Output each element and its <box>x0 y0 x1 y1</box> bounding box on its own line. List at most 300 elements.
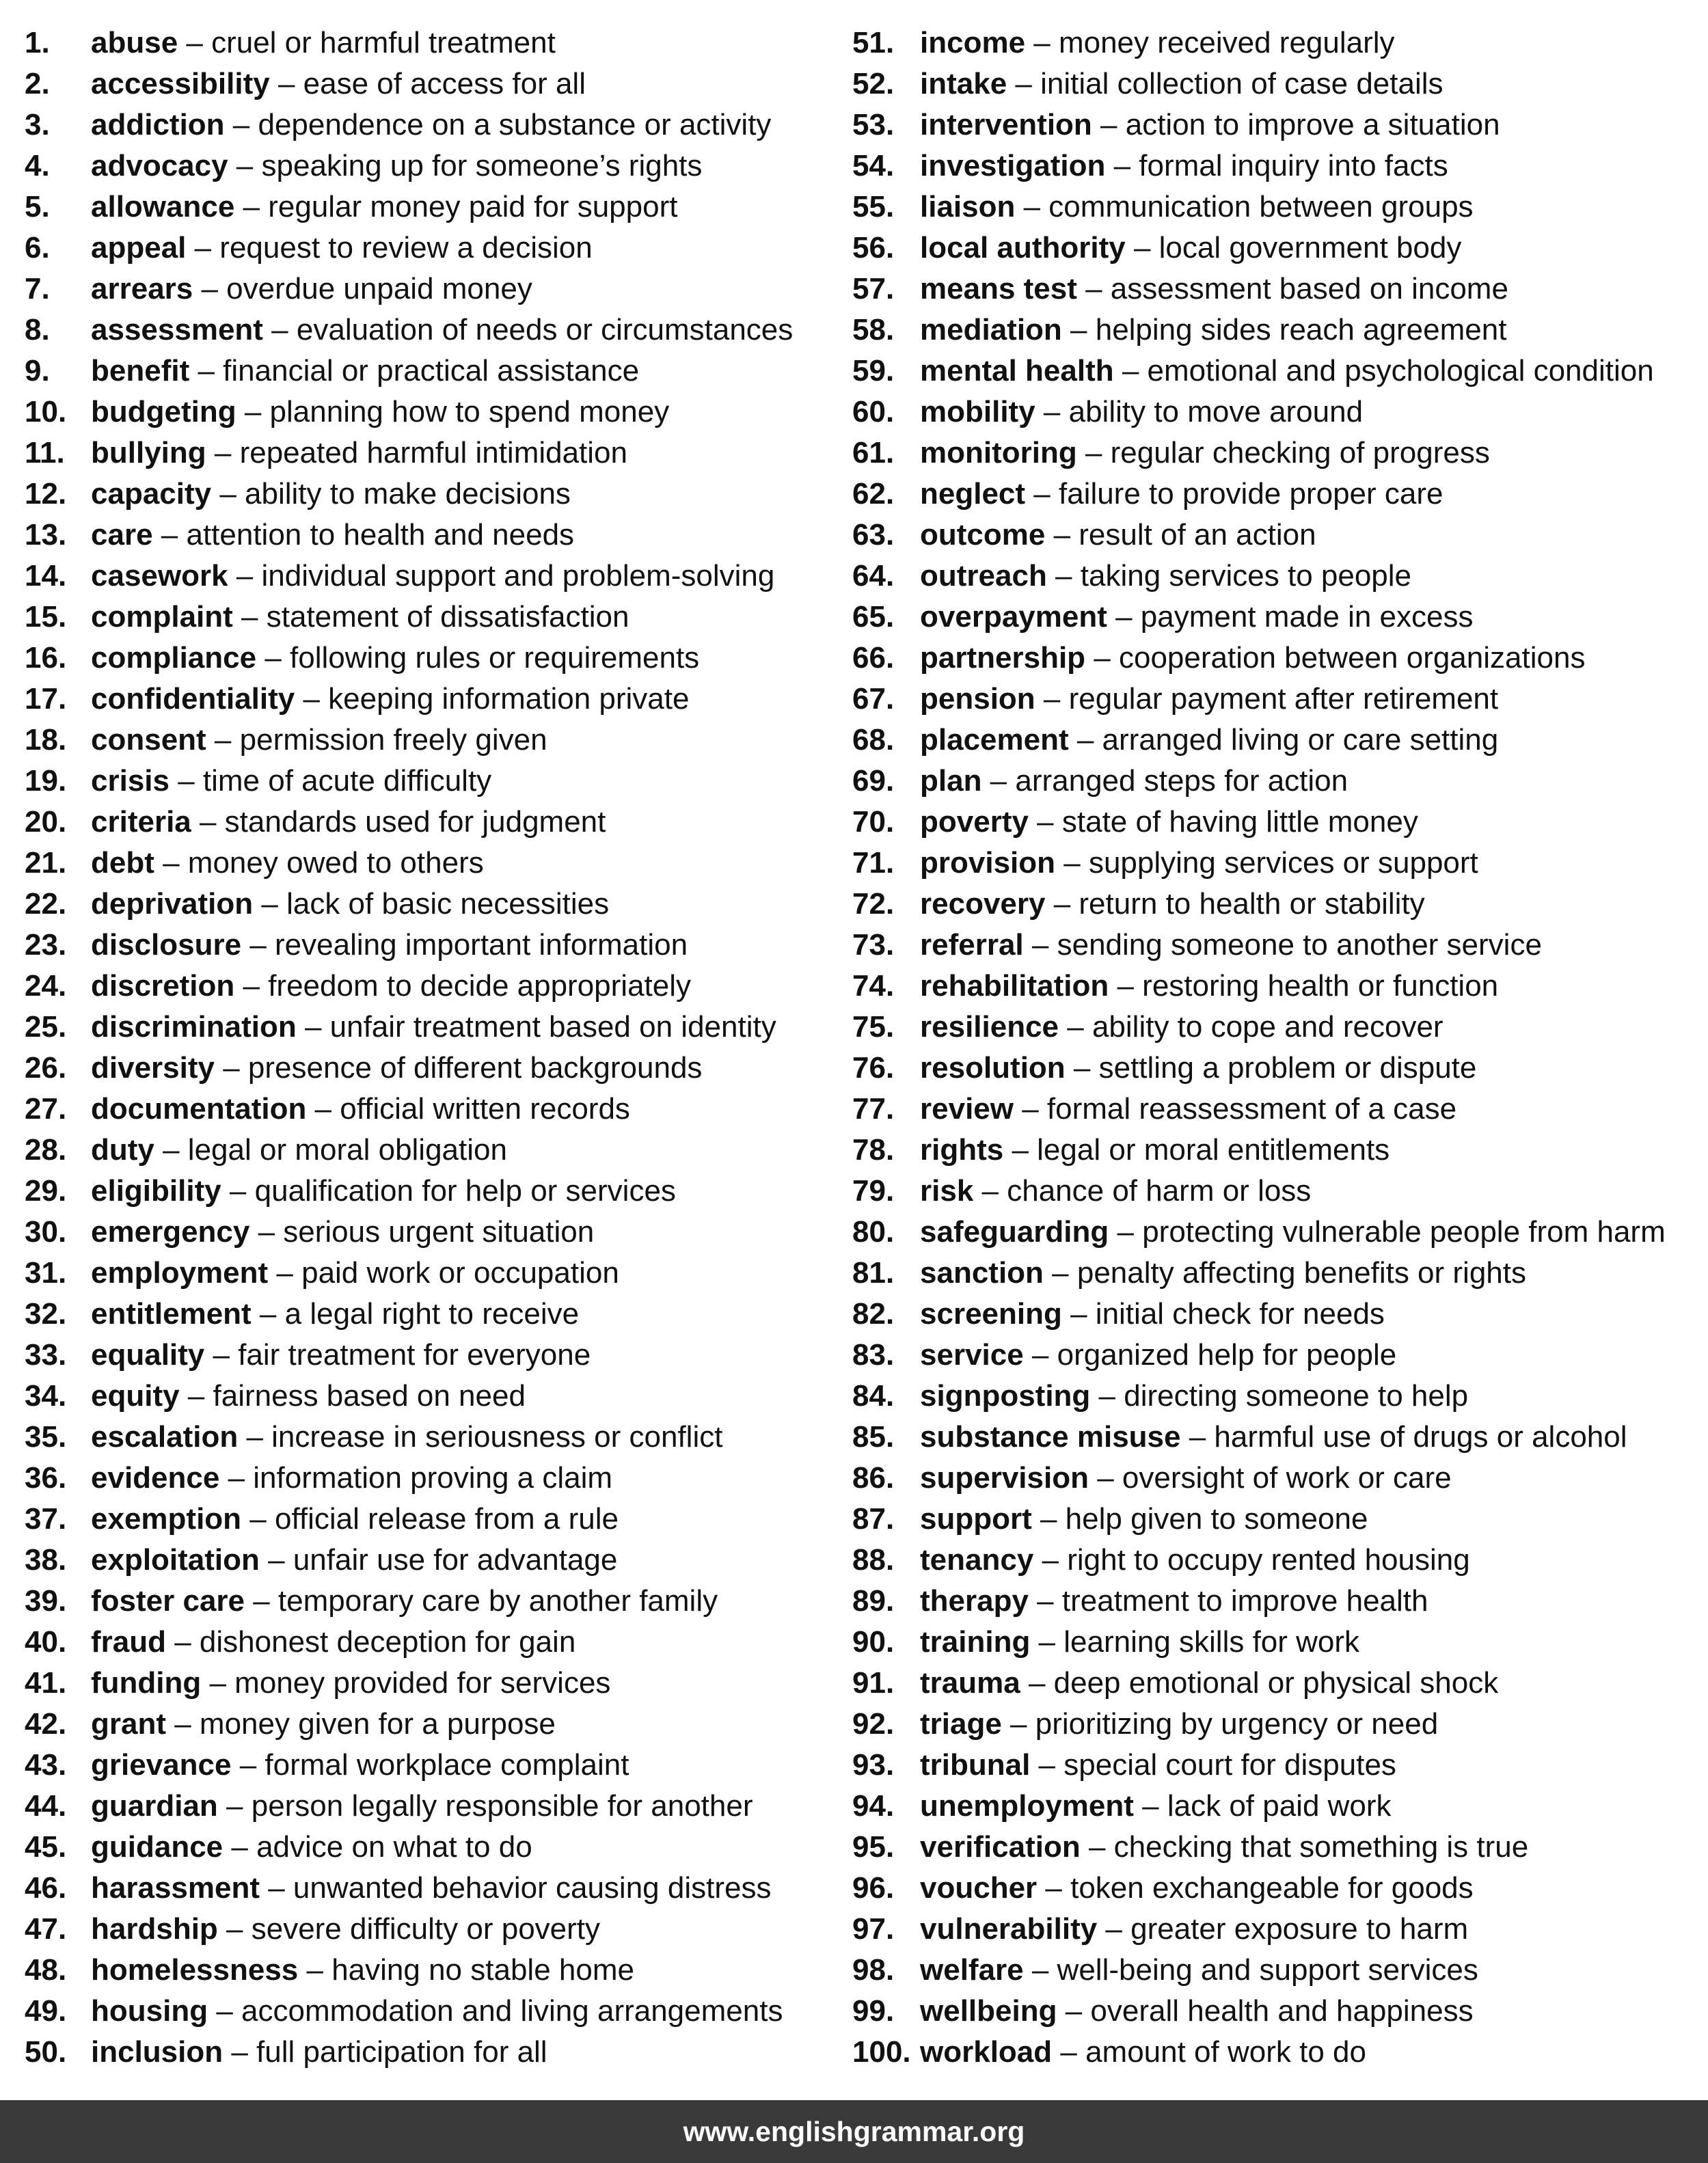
item-number: 37. <box>25 1502 67 1536</box>
item-term: housing <box>91 1994 208 2028</box>
item-number: 15. <box>25 600 67 634</box>
item-definition: – qualification for help or services <box>221 1174 676 1208</box>
item-definition: – time of acute difficulty <box>169 764 492 798</box>
item-number: 100. <box>852 2035 911 2069</box>
item-term: rights <box>920 1133 1004 1167</box>
item-number: 53. <box>852 108 895 141</box>
list-item <box>852 843 1693 884</box>
item-definition: – help given to someone <box>1031 1502 1368 1536</box>
item-definition: – protecting vulnerable people from harm <box>1109 1215 1666 1249</box>
list-item <box>25 1130 824 1171</box>
list-item <box>852 556 1693 597</box>
list-item <box>852 1950 1693 1991</box>
item-number: 98. <box>852 1953 895 1987</box>
item-definition: – dishonest deception for gain <box>166 1625 576 1659</box>
item-number: 71. <box>852 846 895 880</box>
item-term: income <box>920 26 1026 59</box>
item-term: discrimination <box>91 1010 297 1044</box>
item-term: overpayment <box>920 600 1107 634</box>
item-definition: – evaluation of needs or circumstances <box>262 313 794 346</box>
item-number: 54. <box>852 149 895 182</box>
list-item <box>25 1868 824 1909</box>
item-number: 48. <box>25 1953 67 1987</box>
item-term: compliance <box>91 641 257 675</box>
item-number: 92. <box>852 1707 895 1741</box>
item-definition: – lack of paid work <box>1133 1789 1392 1823</box>
item-term: documentation <box>91 1092 307 1126</box>
item-number: 4. <box>25 149 50 182</box>
item-number: 21. <box>25 846 67 880</box>
item-definition: – result of an action <box>1045 518 1316 552</box>
item-term: confidentiality <box>91 682 295 716</box>
item-definition: – special court for disputes <box>1030 1748 1396 1782</box>
item-term: resolution <box>920 1051 1066 1085</box>
item-number: 31. <box>25 1256 67 1290</box>
item-definition: – regular money paid for support <box>234 190 678 223</box>
list-item <box>852 1294 1693 1335</box>
item-definition: – paid work or occupation <box>268 1256 619 1290</box>
item-term: casework <box>91 559 228 593</box>
item-number: 77. <box>852 1092 895 1126</box>
item-number: 73. <box>852 928 895 962</box>
item-definition: – official release from a rule <box>241 1502 619 1536</box>
item-term: rehabilitation <box>920 969 1109 1003</box>
item-definition: – revealing important information <box>241 928 688 962</box>
item-definition: – request to review a decision <box>186 231 593 264</box>
item-definition: – legal or moral obligation <box>154 1133 507 1167</box>
item-number: 57. <box>852 272 895 305</box>
item-number: 27. <box>25 1092 67 1126</box>
list-item <box>25 1212 824 1253</box>
list-item <box>852 802 1693 843</box>
item-term: neglect <box>920 477 1026 511</box>
item-number: 25. <box>25 1010 67 1044</box>
list-item <box>25 1991 824 2032</box>
item-term: discretion <box>91 969 235 1003</box>
item-definition: – attention to health and needs <box>152 518 575 552</box>
item-number: 78. <box>852 1133 895 1167</box>
list-item <box>852 2032 1693 2073</box>
item-definition: – helping sides reach agreement <box>1061 313 1507 346</box>
list-item <box>25 1540 824 1581</box>
item-number: 19. <box>25 764 67 798</box>
item-term: diversity <box>91 1051 215 1085</box>
item-number: 88. <box>852 1543 895 1577</box>
list-item <box>25 433 824 474</box>
item-term: equality <box>91 1338 205 1372</box>
list-item <box>25 1294 824 1335</box>
list-item <box>25 228 824 269</box>
item-definition: – overall health and happiness <box>1057 1994 1474 2028</box>
item-term: criteria <box>91 805 191 839</box>
list-item <box>852 1171 1693 1212</box>
item-number: 68. <box>852 723 895 757</box>
item-definition: – serious urgent situation <box>249 1215 595 1249</box>
list-item <box>25 1253 824 1294</box>
item-term: hardship <box>91 1912 218 1946</box>
item-number: 97. <box>852 1912 895 1946</box>
list-item <box>852 1089 1693 1130</box>
item-definition: – keeping information private <box>295 682 690 716</box>
item-definition: – deep emotional or physical shock <box>1020 1666 1499 1700</box>
item-definition: – learning skills for work <box>1030 1625 1360 1659</box>
item-number: 91. <box>852 1666 895 1700</box>
item-number: 24. <box>25 969 67 1003</box>
item-number: 10. <box>25 395 67 428</box>
item-definition: – official written records <box>306 1092 630 1126</box>
item-term: tribunal <box>920 1748 1031 1782</box>
item-definition: – ability to cope and recover <box>1059 1010 1443 1044</box>
item-definition: – supplying services or support <box>1055 846 1478 880</box>
item-number: 50. <box>25 2035 67 2069</box>
item-number: 35. <box>25 1420 67 1454</box>
list-item <box>852 1048 1693 1089</box>
item-number: 33. <box>25 1338 67 1372</box>
list-item <box>25 884 824 925</box>
item-definition: – arranged living or care setting <box>1068 723 1499 757</box>
item-number: 60. <box>852 395 895 428</box>
item-number: 86. <box>852 1461 895 1495</box>
item-definition: – local government body <box>1125 231 1462 264</box>
list-item <box>25 1417 824 1458</box>
list-item <box>852 1868 1693 1909</box>
item-definition: – money owed to others <box>154 846 484 880</box>
list-item <box>25 761 824 802</box>
list-item <box>852 1581 1693 1622</box>
item-definition: – action to improve a situation <box>1092 108 1500 141</box>
item-term: supervision <box>920 1461 1089 1495</box>
item-definition: – cooperation between organizations <box>1085 641 1586 675</box>
item-term: consent <box>91 723 206 757</box>
item-term: guardian <box>91 1789 218 1823</box>
item-term: exemption <box>91 1502 242 1536</box>
item-term: risk <box>920 1174 974 1208</box>
item-definition: – prioritizing by urgency or need <box>1001 1707 1439 1741</box>
item-number: 67. <box>852 682 895 716</box>
item-term: capacity <box>91 477 212 511</box>
item-number: 62. <box>852 477 895 511</box>
list-item <box>852 720 1693 761</box>
item-definition: – ability to make decisions <box>211 477 571 511</box>
item-definition: – return to health or stability <box>1045 887 1425 921</box>
list-item <box>852 269 1693 310</box>
list-item <box>25 269 824 310</box>
item-definition: – cruel or harmful treatment <box>178 26 556 59</box>
footer-bar <box>0 2100 1708 2163</box>
item-definition: – money provided for services <box>201 1666 611 1700</box>
item-definition: – directing someone to help <box>1090 1379 1469 1413</box>
list-item <box>25 1581 824 1622</box>
item-number: 39. <box>25 1584 67 1618</box>
item-definition: – fair treatment for everyone <box>204 1338 591 1372</box>
list-item <box>25 1458 824 1499</box>
item-term: provision <box>920 846 1056 880</box>
item-term: complaint <box>91 600 233 634</box>
list-item <box>852 638 1693 679</box>
item-term: means test <box>920 272 1077 305</box>
list-item <box>852 1130 1693 1171</box>
item-number: 45. <box>25 1830 67 1864</box>
item-definition: – state of having little money <box>1028 805 1418 839</box>
item-number: 47. <box>25 1912 67 1946</box>
item-definition: – money given for a purpose <box>166 1707 556 1741</box>
item-definition: – dependence on a substance or activity <box>224 108 772 141</box>
list-item <box>25 1171 824 1212</box>
list-item <box>852 1663 1693 1704</box>
item-number: 32. <box>25 1297 67 1331</box>
right-column <box>852 23 1693 2073</box>
item-number: 28. <box>25 1133 67 1167</box>
item-definition: – token exchangeable for goods <box>1037 1871 1474 1905</box>
item-term: inclusion <box>91 2035 223 2069</box>
item-term: screening <box>920 1297 1062 1331</box>
item-term: referral <box>920 928 1024 962</box>
item-term: mobility <box>920 395 1035 428</box>
item-term: care <box>91 518 153 552</box>
item-number: 23. <box>25 928 67 962</box>
item-term: voucher <box>920 1871 1038 1905</box>
item-number: 6. <box>25 231 50 264</box>
list-item <box>25 1745 824 1786</box>
item-definition: – overdue unpaid money <box>193 272 532 305</box>
list-item <box>852 433 1693 474</box>
item-number: 58. <box>852 313 895 346</box>
list-item <box>852 761 1693 802</box>
list-item <box>25 187 824 228</box>
item-term: arrears <box>91 272 193 305</box>
item-definition: – person legally responsible for another <box>217 1789 753 1823</box>
list-item <box>852 392 1693 433</box>
list-item <box>25 1950 824 1991</box>
item-definition: – greater exposure to harm <box>1097 1912 1469 1946</box>
list-item <box>25 105 824 146</box>
item-definition: – temporary care by another family <box>245 1584 718 1618</box>
item-term: liaison <box>920 190 1016 223</box>
item-term: trauma <box>920 1666 1020 1700</box>
item-term: review <box>920 1092 1014 1126</box>
list-item <box>25 679 824 720</box>
item-term: crisis <box>91 764 170 798</box>
item-term: therapy <box>920 1584 1029 1618</box>
item-term: abuse <box>91 26 178 59</box>
item-number: 49. <box>25 1994 67 2028</box>
item-number: 40. <box>25 1625 67 1659</box>
item-number: 5. <box>25 190 50 223</box>
list-item <box>25 1704 824 1745</box>
item-number: 7. <box>25 272 50 305</box>
item-term: training <box>920 1625 1031 1659</box>
item-definition: – penalty affecting benefits or rights <box>1043 1256 1526 1290</box>
item-term: eligibility <box>91 1174 221 1208</box>
item-definition: – a legal right to receive <box>251 1297 580 1331</box>
list-item <box>25 474 824 515</box>
item-term: workload <box>920 2035 1053 2069</box>
list-item <box>25 351 824 392</box>
item-number: 83. <box>852 1338 895 1372</box>
list-item <box>25 1663 824 1704</box>
item-definition: – information proving a claim <box>219 1461 613 1495</box>
item-definition: – ease of access for all <box>269 67 586 100</box>
list-item <box>852 884 1693 925</box>
item-term: grievance <box>91 1748 232 1782</box>
item-number: 85. <box>852 1420 895 1454</box>
list-item <box>25 1376 824 1417</box>
item-definition: – formal reassessment of a case <box>1013 1092 1457 1126</box>
list-item <box>852 1745 1693 1786</box>
list-item <box>852 966 1693 1007</box>
item-number: 13. <box>25 518 67 552</box>
item-number: 80. <box>852 1215 895 1249</box>
item-number: 41. <box>25 1666 67 1700</box>
item-number: 52. <box>852 67 895 100</box>
list-item <box>25 1335 824 1376</box>
item-definition: – regular payment after retirement <box>1035 682 1499 716</box>
item-number: 70. <box>852 805 895 839</box>
item-term: entitlement <box>91 1297 252 1331</box>
item-number: 96. <box>852 1871 895 1905</box>
item-definition: – fairness based on need <box>179 1379 526 1413</box>
item-term: outreach <box>920 559 1047 593</box>
item-definition: – money received regularly <box>1025 26 1395 59</box>
item-definition: – financial or practical assistance <box>189 354 640 387</box>
list-item <box>25 310 824 351</box>
item-definition: – freedom to decide appropriately <box>234 969 692 1003</box>
list-item <box>852 1786 1693 1827</box>
list-item <box>852 310 1693 351</box>
item-term: recovery <box>920 887 1046 921</box>
list-item <box>25 1786 824 1827</box>
item-term: intervention <box>920 108 1092 141</box>
item-definition: – permission freely given <box>206 723 547 757</box>
list-item <box>852 597 1693 638</box>
item-term: accessibility <box>91 67 270 100</box>
item-term: poverty <box>920 805 1029 839</box>
item-number: 18. <box>25 723 67 757</box>
item-term: funding <box>91 1666 202 1700</box>
item-definition: – lack of basic necessities <box>253 887 610 921</box>
item-term: advocacy <box>91 149 228 182</box>
item-term: wellbeing <box>920 1994 1057 2028</box>
item-term: allowance <box>91 190 235 223</box>
item-definition: – treatment to improve health <box>1028 1584 1428 1618</box>
item-number: 8. <box>25 313 50 346</box>
list-item <box>25 1089 824 1130</box>
list-item <box>852 105 1693 146</box>
item-number: 34. <box>25 1379 67 1413</box>
item-term: partnership <box>920 641 1086 675</box>
item-definition: – planning how to spend money <box>236 395 670 428</box>
item-definition: – full participation for all <box>223 2035 547 2069</box>
item-number: 90. <box>852 1625 895 1659</box>
item-number: 17. <box>25 682 67 716</box>
item-number: 99. <box>852 1994 895 2028</box>
item-term: service <box>920 1338 1024 1372</box>
item-definition: – standards used for judgment <box>191 805 606 839</box>
list-item <box>25 925 824 966</box>
item-term: tenancy <box>920 1543 1034 1577</box>
list-item <box>852 1007 1693 1048</box>
item-term: investigation <box>920 149 1106 182</box>
list-item <box>852 1827 1693 1868</box>
item-number: 65. <box>852 600 895 634</box>
list-item <box>852 1991 1693 2032</box>
item-term: escalation <box>91 1420 239 1454</box>
item-number: 14. <box>25 559 67 593</box>
item-number: 63. <box>852 518 895 552</box>
list-item <box>852 1909 1693 1950</box>
item-definition: – statement of dissatisfaction <box>232 600 629 634</box>
item-definition: – checking that something is true <box>1080 1830 1529 1864</box>
item-term: verification <box>920 1830 1081 1864</box>
item-number: 42. <box>25 1707 67 1741</box>
list-item <box>852 1458 1693 1499</box>
item-number: 2. <box>25 67 50 100</box>
list-item <box>852 679 1693 720</box>
item-definition: – advice on what to do <box>223 1830 532 1864</box>
list-item <box>852 228 1693 269</box>
item-number: 66. <box>852 641 895 675</box>
item-term: assessment <box>91 313 263 346</box>
list-item <box>25 556 824 597</box>
item-term: exploitation <box>91 1543 260 1577</box>
list-item <box>852 23 1693 64</box>
footer-url[interactable]: www.englishgrammar.org <box>683 2116 1025 2147</box>
list-item <box>25 843 824 884</box>
item-definition: – formal workplace complaint <box>231 1748 629 1782</box>
item-definition: – restoring health or function <box>1109 969 1499 1003</box>
item-term: safeguarding <box>920 1215 1109 1249</box>
item-definition: – following rules or requirements <box>256 641 700 675</box>
list-item <box>852 1704 1693 1745</box>
item-number: 44. <box>25 1789 67 1823</box>
item-number: 81. <box>852 1256 895 1290</box>
item-term: monitoring <box>920 436 1077 470</box>
item-term: evidence <box>91 1461 220 1495</box>
item-term: deprivation <box>91 887 254 921</box>
item-number: 82. <box>852 1297 895 1331</box>
list-item <box>852 925 1693 966</box>
list-item <box>852 1335 1693 1376</box>
list-item <box>25 966 824 1007</box>
list-item <box>852 1499 1693 1540</box>
item-definition: – arranged steps for action <box>981 764 1348 798</box>
item-term: pension <box>920 682 1035 716</box>
item-term: equity <box>91 1379 180 1413</box>
list-item <box>852 187 1693 228</box>
item-definition: – harmful use of drugs or alcohol <box>1180 1420 1627 1454</box>
item-definition: – chance of harm or loss <box>973 1174 1312 1208</box>
item-number: 20. <box>25 805 67 839</box>
item-definition: – legal or moral entitlements <box>1003 1133 1390 1167</box>
item-term: disclosure <box>91 928 242 962</box>
item-term: mediation <box>920 313 1062 346</box>
item-definition: – accommodation and living arrangements <box>208 1994 783 2028</box>
item-definition: – unfair treatment based on identity <box>296 1010 776 1044</box>
item-number: 43. <box>25 1748 67 1782</box>
item-term: fraud <box>91 1625 166 1659</box>
item-term: unemployment <box>920 1789 1134 1823</box>
item-term: appeal <box>91 231 187 264</box>
left-column <box>25 23 824 2073</box>
list-item <box>25 802 824 843</box>
list-item <box>852 1417 1693 1458</box>
item-number: 95. <box>852 1830 895 1864</box>
item-definition: – failure to provide proper care <box>1025 477 1443 511</box>
item-term: grant <box>91 1707 166 1741</box>
item-term: addiction <box>91 108 225 141</box>
item-definition: – severe difficulty or poverty <box>217 1912 601 1946</box>
item-definition: – ability to move around <box>1035 395 1364 428</box>
